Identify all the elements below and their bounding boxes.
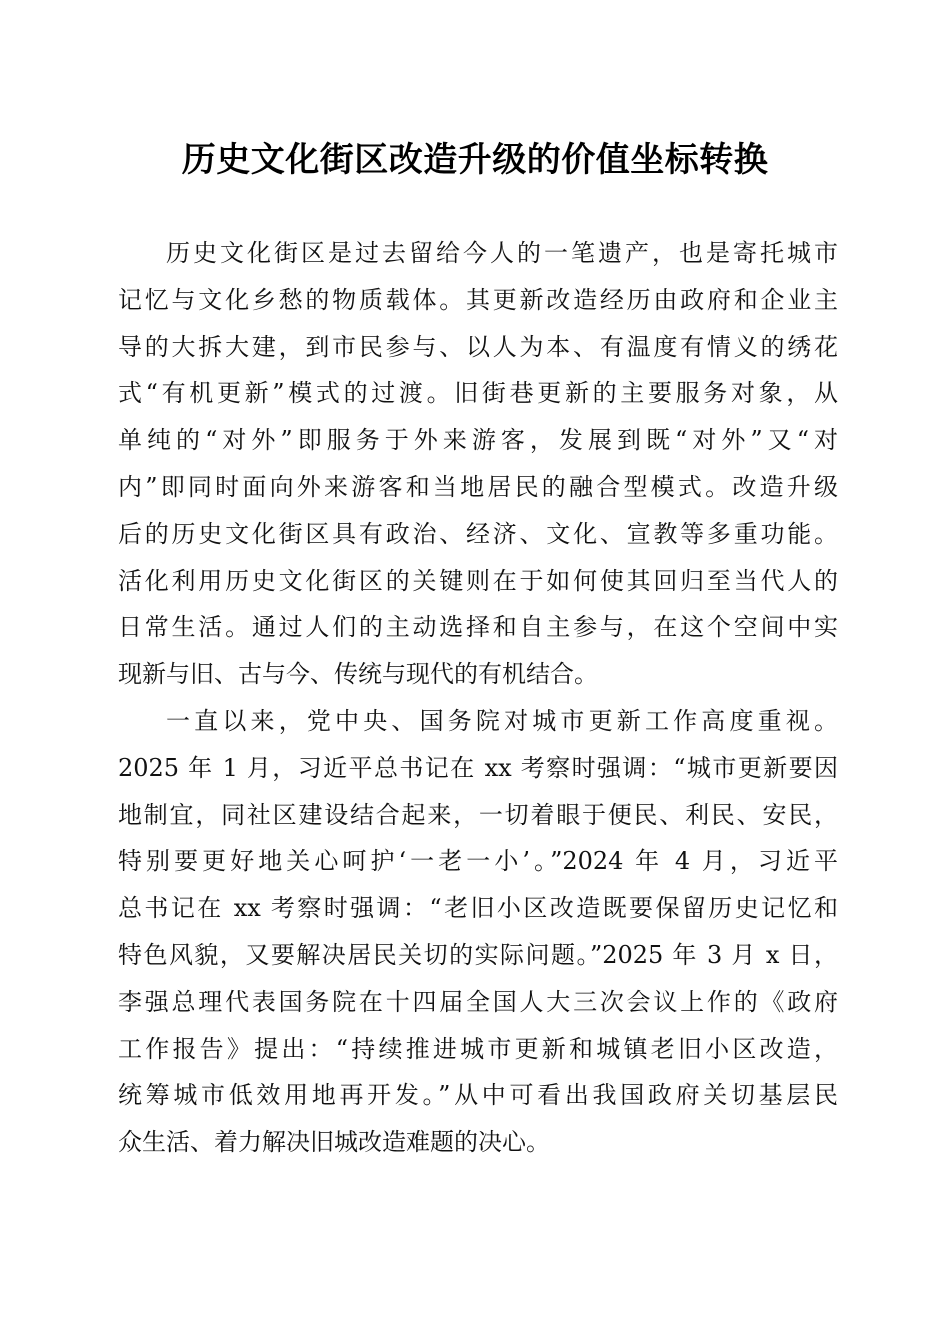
paragraph-line: 现新与旧、古与今、传统与现代的有机结合。 — [118, 660, 598, 689]
paragraph-line: 统筹城市低效用地再开发。”从中可看出我国政府关切基层民 — [118, 1081, 838, 1110]
paragraph-line: 特别要更好地关心呵护‘一老一小’。”2024 年 4 月，习近平 — [118, 847, 838, 876]
paragraph-line: 地制宜，同社区建设结合起来，一切着眼于便民、利民、安民， — [118, 800, 838, 829]
paragraph-line: 历史文化街区是过去留给今人的一笔遗产，也是寄托城市 — [166, 239, 838, 267]
paragraph-line: 记忆与文化乡愁的物质载体。其更新改造经历由政府和企业主 — [118, 285, 838, 314]
paragraph-line: 总书记在 xx 考察时强调：“老旧小区改造既要保留历史记忆和 — [118, 894, 838, 923]
paragraph-line: 单纯的“对外”即服务于外来游客，发展到既“对外”又“对 — [118, 426, 838, 455]
paragraph-line: 工作报告》提出：“持续推进城市更新和城镇老旧小区改造， — [118, 1034, 838, 1063]
paragraph-line: 导的大拆大建，到市民参与、以人为本、有温度有情义的绣花 — [118, 332, 838, 361]
paragraph-line: 日常生活。通过人们的主动选择和自主参与，在这个空间中实 — [118, 613, 838, 642]
paragraph-line: 李强总理代表国务院在十四届全国人大三次会议上作的《政府 — [118, 987, 838, 1016]
paragraph-line: 后的历史文化街区具有政治、经济、文化、宣教等多重功能。 — [118, 519, 838, 548]
paragraph-2 — [118, 698, 838, 1166]
paragraph-line: 式“有机更新”模式的过渡。旧街巷更新的主要服务对象，从 — [118, 379, 838, 408]
paragraph-line: 众生活、着力解决旧城改造难题的决心。 — [118, 1128, 550, 1157]
paragraph-line: 2025 年 1 月，习近平总书记在 xx 考察时强调：“城市更新要因 — [118, 753, 838, 782]
paragraph-line: 内”即同时面向外来游客和当地居民的融合型模式。改造升级 — [118, 472, 838, 501]
document-body — [118, 230, 838, 1166]
paragraph-line: 特色风貌，又要解决居民关切的实际问题。”2025 年 3 月 x 日， — [118, 940, 838, 969]
paragraph-line: 活化利用历史文化街区的关键则在于如何使其回归至当代人的 — [118, 566, 838, 595]
paragraph-1 — [118, 230, 838, 698]
document-title: 历史文化街区改造升级的价值坐标转换 — [181, 140, 769, 180]
paragraph-line: 一直以来，党中央、国务院对城市更新工作高度重视。 — [166, 706, 838, 735]
